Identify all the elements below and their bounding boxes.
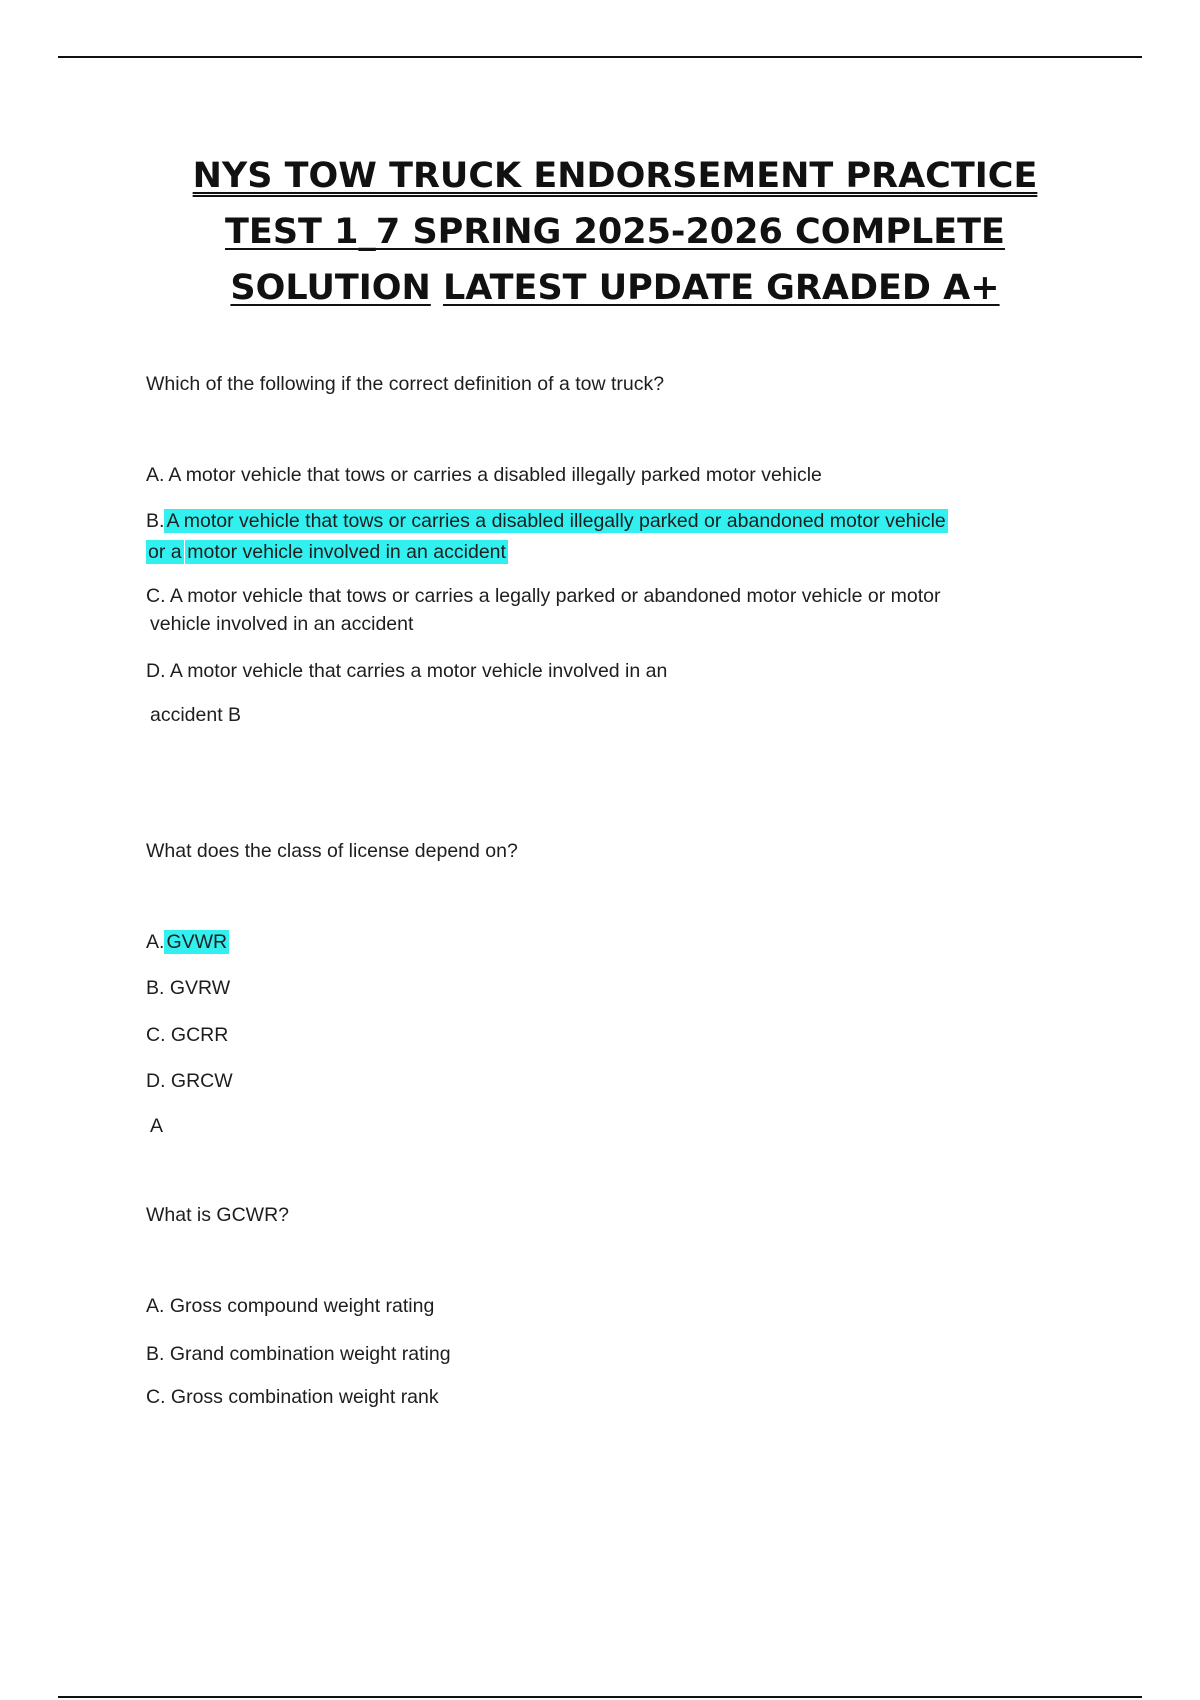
q3-option-b: B. Grand combination weight rating [146,1343,451,1365]
q2-option-c: C. GCRR [146,1024,229,1046]
title-line-1: NYS TOW TRUCK ENDORSEMENT PRACTICE [192,156,1038,196]
title-line-3a: SOLUTION [230,268,431,308]
q1-option-b-prefix: B. [146,510,165,532]
q2-answer: A [150,1115,164,1137]
q2-option-a-prefix: A. [146,931,165,953]
q1-option-a-prefix: A. [146,464,165,486]
q2-option-a-highlight: GVWR [166,931,228,953]
q1-option-b-highlight-1: A motor vehicle that tows or carries a disabled illegally parked or abandoned motor vehicle [166,510,946,532]
footer-rule [58,1696,1142,1698]
q1-option-c-text-2: vehicle involved in an accident [150,613,414,635]
q1-option-a-text: A motor vehicle that tows or carries a disabled illegally parked motor vehicle [168,464,822,486]
q2-option-d: D. GRCW [146,1070,233,1092]
header-rule [58,56,1142,58]
document-title [60,148,1170,316]
question-1-text: Which of the following if the correct definition of a tow truck? [146,373,665,395]
q1-option-d-text-1: A motor vehicle that carries a motor vehicle involved in an [169,660,668,682]
question-3-text: What is GCWR? [146,1204,290,1226]
q1-option-c-prefix: C. [146,585,166,607]
q1-option-c-text-1: A motor vehicle that tows or carries a legally parked or abandoned motor vehicle or motor [169,585,941,607]
title-line-2: TEST 1_7 SPRING 2025-2026 COMPLETE [225,212,1005,252]
q1-option-b-highlight-3: motor vehicle involved in an accident [187,541,506,563]
title-line-3b: LATEST UPDATE GRADED A+ [443,268,1000,308]
q1-option-a [146,461,822,489]
q2-option-a [146,928,229,956]
q1-option-b-cont [146,538,508,566]
question-2-text: What does the class of license depend on? [146,840,518,862]
q1-option-c [146,582,940,610]
q1-option-b [146,507,948,535]
q1-option-d-prefix: D. [146,660,166,682]
q2-option-b: B. GVRW [146,977,231,999]
q1-option-b-highlight-2: or a [148,541,182,563]
q1-option-d [146,657,667,685]
q1-option-d-text-2: accident B [150,704,242,726]
q3-option-c: C. Gross combination weight rank [146,1386,439,1408]
q3-option-a: A. Gross compound weight rating [146,1295,435,1317]
